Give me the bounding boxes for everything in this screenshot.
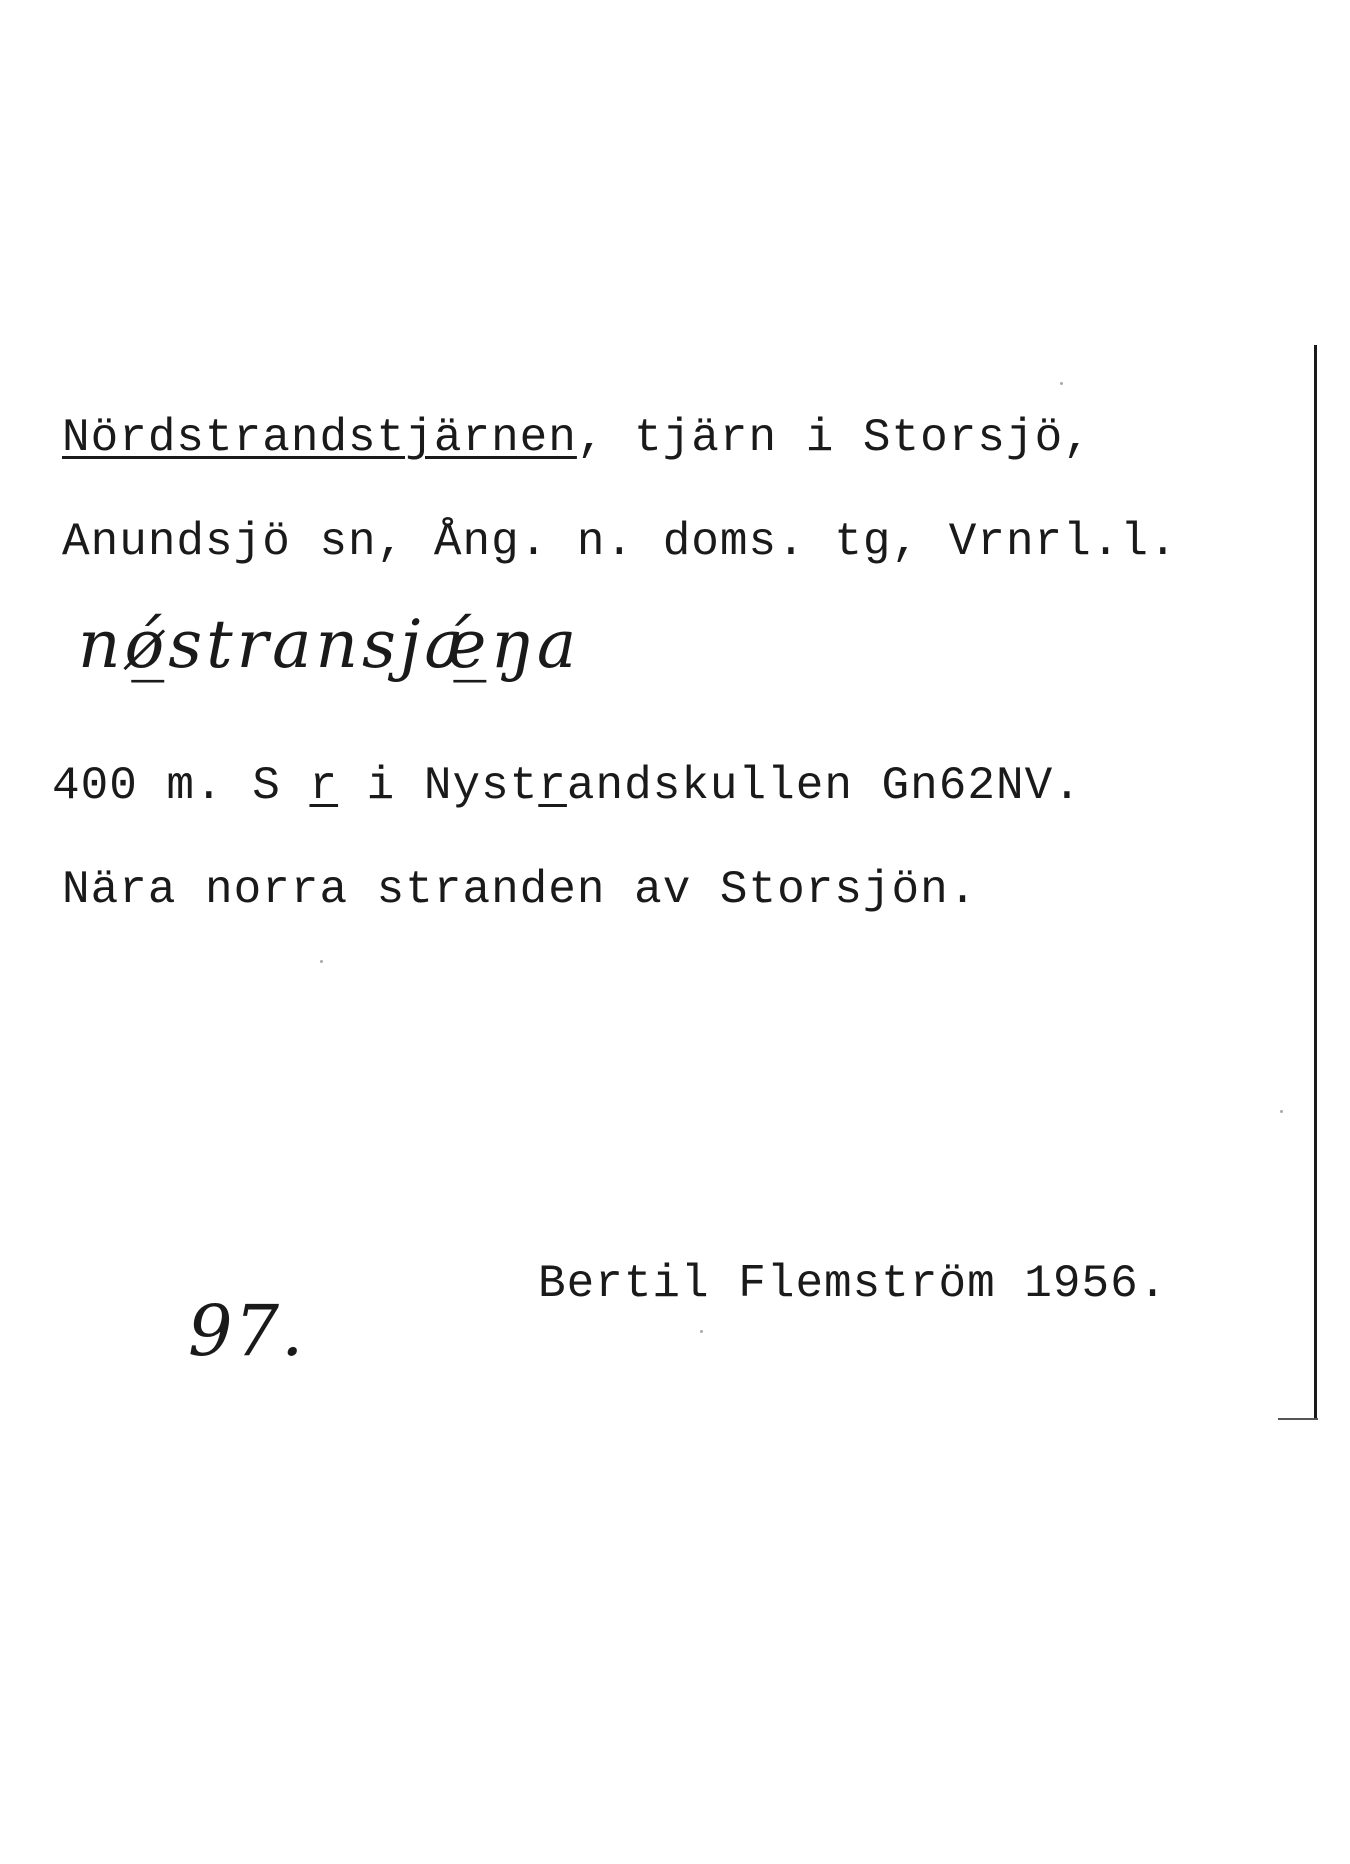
line-4-part1: 400 m. S — [52, 760, 310, 812]
handwritten-pronunciation: nǿ̲stransjǽ̲ŋa — [78, 606, 581, 683]
line-2-location: Anundsjö sn, Ång. n. doms. tg, Vrnrl.l. — [62, 516, 1178, 568]
bottom-corner-mark — [1278, 1418, 1318, 1420]
line-4-r1: r — [309, 760, 339, 812]
line-1-rest: , tjärn i Storsjö, — [576, 412, 1092, 464]
paper-speck — [700, 1330, 703, 1333]
handwritten-card-number: 97. — [188, 1290, 306, 1372]
line-4-r2: r — [538, 760, 567, 812]
line-4-part3: andskullen Gn62NV. — [566, 760, 1082, 812]
paper-speck — [320, 960, 323, 963]
paper-speck — [1060, 382, 1063, 385]
signature-line: Bertil Flemström 1956. — [538, 1258, 1168, 1310]
line-1 — [62, 412, 1092, 464]
right-border-line — [1314, 345, 1317, 1420]
paper-speck — [1280, 1110, 1283, 1113]
line-4-part2: i Nyst — [338, 760, 539, 812]
headword: Nördstrandstjärnen — [62, 412, 577, 464]
line-5-description: Nära norra stranden av Storsjön. — [62, 864, 978, 916]
line-4-position — [52, 760, 1082, 812]
